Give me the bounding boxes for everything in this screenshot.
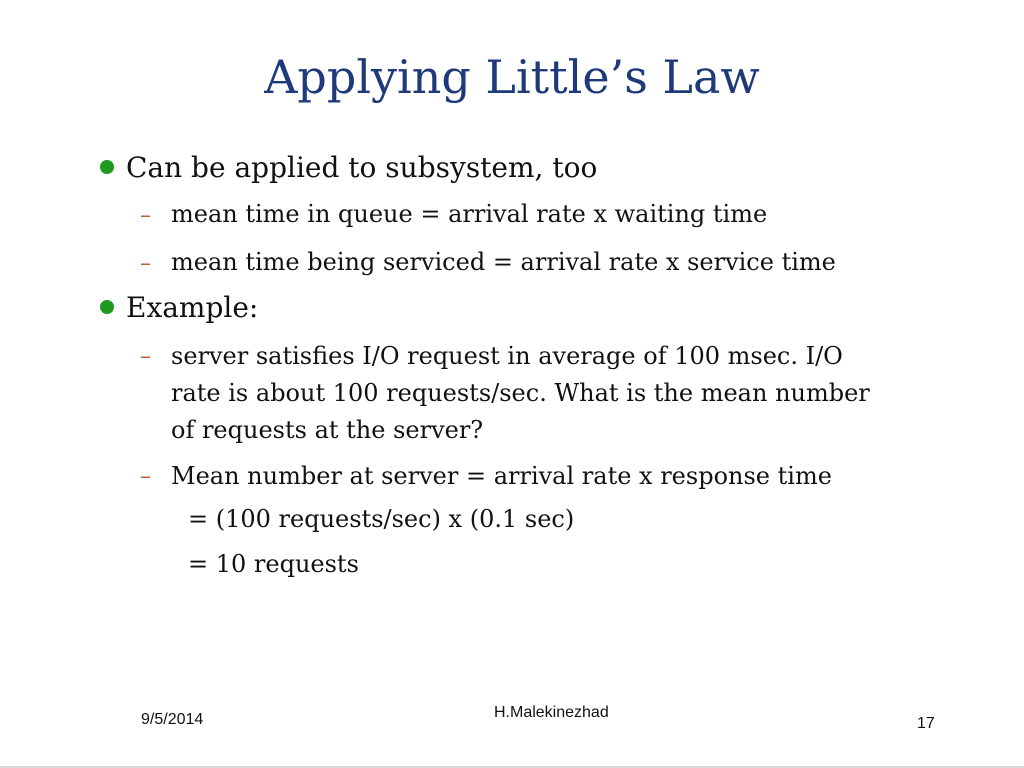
- slide-title: Applying Little’s Law: [264, 50, 760, 104]
- subitem-2-1-line-1: server satisfies I/O request in average of 100 msec. I/O: [171, 342, 843, 370]
- subitem-1-2: mean time being serviced = arrival rate x service time: [171, 248, 836, 276]
- bullet-2-text: Example:: [126, 291, 259, 324]
- bullet-dot-icon: [100, 160, 114, 174]
- subitem-2-2: Mean number at server = arrival rate x response time: [171, 462, 832, 490]
- subitem-2-1-line-3: of requests at the server?: [171, 416, 484, 444]
- bullet-dot-icon: [100, 300, 114, 314]
- dash-icon: –: [140, 203, 151, 228]
- subitem-1-1: mean time in queue = arrival rate x waiting time: [171, 200, 768, 228]
- footer-page-number: 17: [917, 715, 935, 732]
- subitem-2-2-continuation-1: = (100 requests/sec) x (0.1 sec): [188, 505, 575, 533]
- bullet-2: [100, 298, 114, 314]
- dash-icon: –: [140, 464, 151, 489]
- footer-date: 9/5/2014: [141, 711, 204, 728]
- subitem-2-2-continuation-2: = 10 requests: [188, 550, 359, 578]
- bullet-1: [100, 158, 114, 174]
- dash-icon: –: [140, 344, 151, 369]
- bullet-1-text: Can be applied to subsystem, too: [126, 151, 598, 184]
- subitem-2-1-line-2: rate is about 100 requests/sec. What is the mean number: [171, 379, 870, 407]
- dash-icon: –: [140, 251, 151, 276]
- footer-author: H.Malekinezhad: [494, 704, 609, 721]
